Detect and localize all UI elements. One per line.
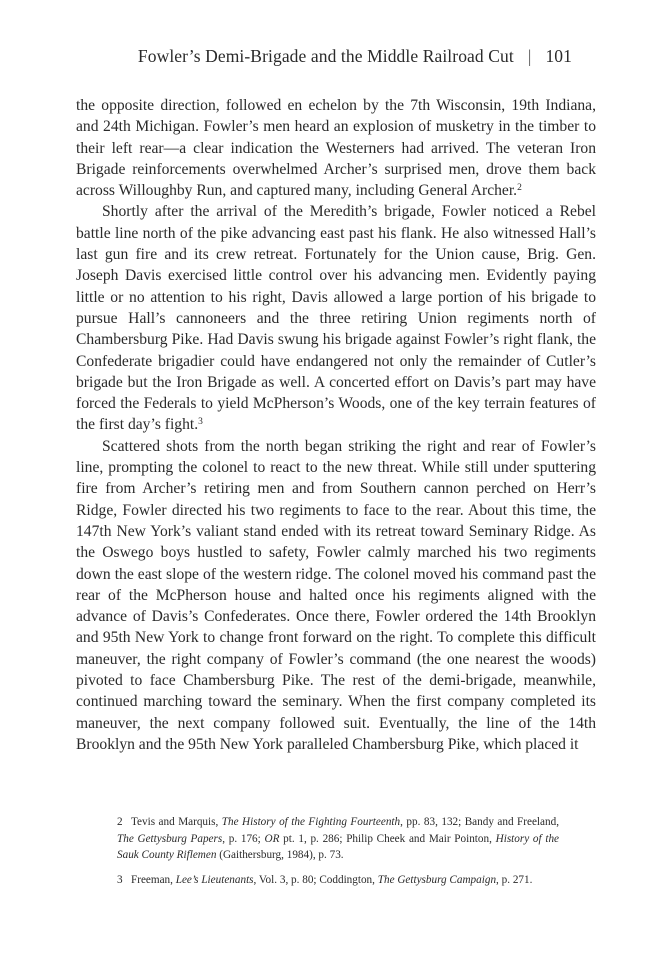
paragraph-3 [76, 436, 596, 755]
running-header [112, 46, 572, 67]
footnote-text: pt. 1, p. 286; Philip Cheek and Mair Pointon, [279, 832, 496, 845]
footnotes [117, 814, 559, 896]
header-separator: | [527, 46, 532, 66]
footnote-2 [117, 814, 559, 864]
footnote-title: OR [264, 832, 280, 845]
footnote-text: , p. 271. [496, 873, 533, 886]
footnote-title: The Gettysburg Campaign [377, 873, 497, 886]
footnote-3 [117, 872, 559, 889]
paragraph-1 [76, 95, 596, 201]
footnote-number: 2 [117, 816, 123, 828]
body-text [76, 95, 596, 755]
chapter-title: Fowler’s Demi-Brigade and the Middle Railroad Cut [137, 46, 514, 66]
paragraph-text: Shortly after the arrival of the Meredith’s brigade, Fowler noticed a Rebel battle line north of the pike advancing east past his flank. He also witnessed Hall’s last gun fire and its crew retreat. Fortunately for the Union cause, Brig. Gen. Joseph Davis exercised little control over his advancing men. Evidently paying little or no attention to his right, Davis allowed a large portion of his brigade to pursue Hall’s cannoneers and the three retiring Union regiments north of Chambersburg Pike. Had Davis swung his brigade against Fowler’s right flank, the Confederate brigadier could have endangered not only the remainder of Cutler’s brigade but the Iron Brigade as well. A concerted effort on Davis’s part may have forced the Federals to yield McPherson’s Woods, one of the key terrain features of the first day’s fight. [76, 203, 596, 434]
footnote-text: , p. 176; [222, 832, 265, 845]
footnote-title: Lee’s Lieutenants [175, 873, 254, 886]
footnote-text: (Gaithersburg, 1984), p. 73. [216, 849, 344, 862]
footnote-text: Freeman, [131, 873, 176, 886]
paragraph-text: Scattered shots from the north began striking the right and rear of Fowler’s line, prompting the colonel to react to the new threat. While still under sputtering fire from Archer’s retiring men and from Southern cannon perched on Herr’s Ridge, Fowler directed his two regiments to face to the rear. About this time, the 147th New York’s valiant stand ended with its retreat toward Seminary Ridge. As the Oswego boys hustled to safety, Fowler calmly marched his two regiments down the east slope of the western ridge. The colonel moved his command past the rear of the McPherson house and halted once his regiments aligned with the advance of Davis’s Confederates. Once there, Fowler ordered the 14th Brooklyn and 95th New York to change front forward on the right. To complete this difficult maneuver, the right company of Fowler’s command (the one nearest the woods) pivoted to face Chambersburg Pike. The rest of the demi-brigade, meanwhile, continued marching toward the seminary. When the first company completed its maneuver, the next company followed suit. Eventually, the line of the 14th Brooklyn and the 95th New York paralleled Chambersburg Pike, which placed it [76, 437, 596, 753]
paragraph-2 [76, 201, 596, 435]
footnote-title: The Gettysburg Papers [117, 832, 223, 845]
page-number: 101 [545, 46, 572, 66]
footnote-text: Tevis and Marquis, [131, 816, 222, 828]
footnote-title: The History of the Fighting Fourteenth [221, 816, 401, 828]
footnote-title: History of the Sauk County Riflemen [117, 832, 560, 862]
footnote-ref-2[interactable]: 2 [517, 183, 522, 194]
footnote-ref-3[interactable]: 3 [198, 417, 203, 428]
footnote-text: , pp. 83, 132; Bandy and Freeland, [400, 816, 559, 828]
footnote-text: , Vol. 3, p. 80; Coddington, [253, 873, 378, 886]
footnote-number: 3 [117, 873, 123, 886]
paragraph-text: the opposite direction, followed en echelon by the 7th Wisconsin, 19th Indiana, and 24th Michigan. Fowler’s men heard an explosion of musketry in the timber to their left rear—a clear indication the Westerners had arrived. The veteran Iron Brigade reinforcements overwhelmed Archer’s surprised men, drove them back across Willoughby Run, and captured many, including General Archer. [76, 97, 596, 200]
